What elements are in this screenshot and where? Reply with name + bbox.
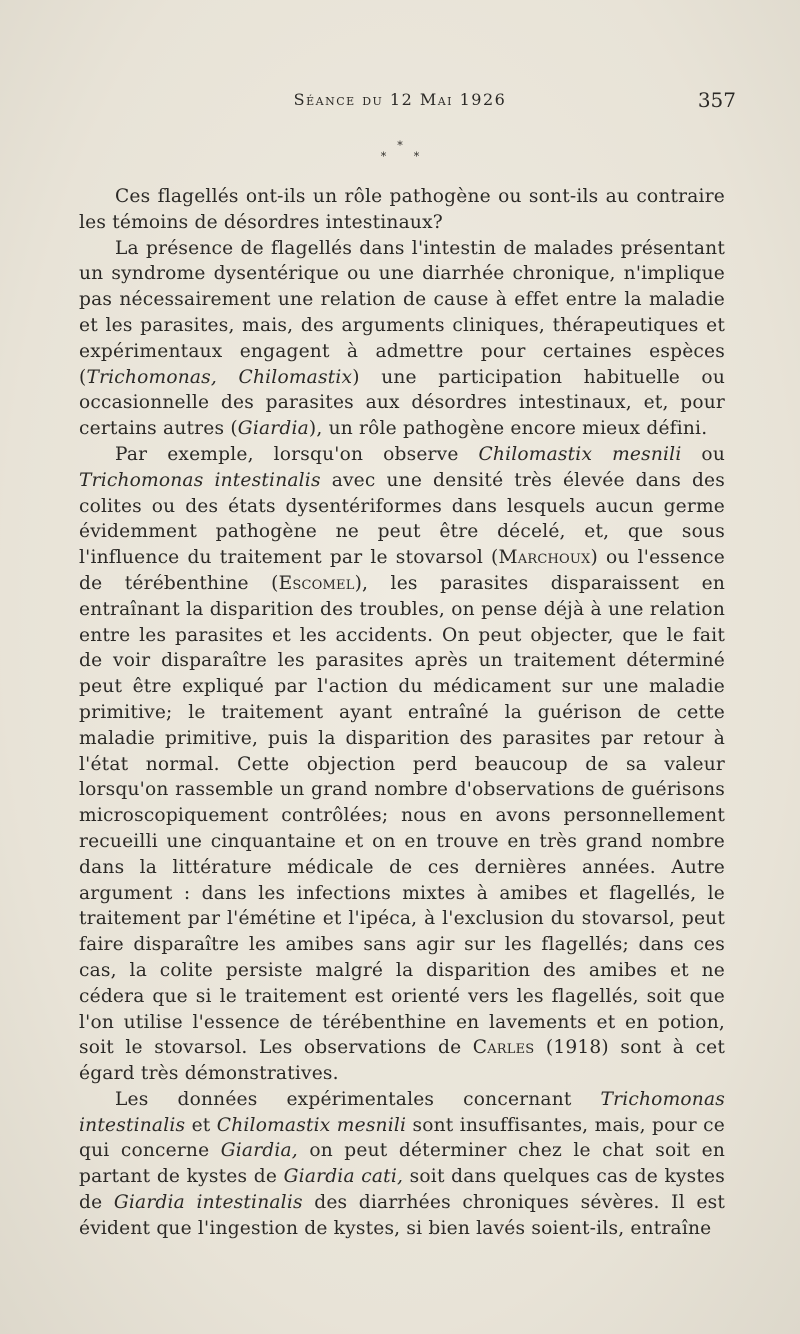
text-run: ) ou l'essence de térébenthine (: [79, 547, 725, 594]
italic-term: Trichomonas intestinalis: [79, 469, 321, 491]
page-number: 357: [697, 88, 736, 112]
page-header: [0, 88, 800, 118]
author-name: Marchoux: [498, 547, 591, 569]
text-run: ) une participation habituelle ou occasionnelle des parasites aux désordres intestinaux, et, pour certains autres (: [79, 366, 726, 440]
author-name: Carles: [472, 1037, 535, 1059]
author-name: Escomel: [278, 572, 355, 594]
text-run: La présence de flagellés dans l'intestin de malades présentant un syndrome dysentérique ou une diarrhée chronique, n'implique pas nécessairement une relation de cause à effet entre la maladie et les parasites, mais, des arguments cliniques, thérapeutiques et expérimentaux engagent à admettre pour certaines espèces (: [79, 237, 725, 388]
text-run: sont insuffisantes, mais, pour ce qui concerne: [79, 1114, 725, 1162]
text-run: avec une densité très élevée dans des colites ou des états dysentériformes dans lesquels aucun germe évidemment pathogène ne peut être décelé, et, que sous l'influence du traitement par le stovarsol (: [79, 469, 725, 569]
text-run: on peut déterminer chez le chat soit en partant de kystes de: [79, 1140, 725, 1188]
text-run: ou: [681, 443, 725, 465]
text-run: ), les parasites disparaissent en entraînant la disparition des troubles, on pense déjà à une relation entre les parasites et les accidents. On peut objecter, que le fait de voir disparaître les parasites après un traitement déterminé peut être expliqué par l'action du médicament sur une maladie primitive; le traitement ayant entraîné la guérison de cette maladie primitive, puis la disparition des parasites par retour à l'état normal. Cette objection perd beaucoup de sa valeur lorsqu'on rassemble un grand nombre d'observations de guérisons microscopiquement contrôlées; nous en avons personnellement recueilli une cinquantaine et on en trouve en très grand nombre dans la littérature médicale de ces dernières années. Autre argument : dans les infections mixtes à amibes et flagellés, le traitement par l'émétine et l'ipéca, à l'exclusion du stovarsol, peut faire disparaître les amibes sans agir sur les flagellés; dans ces cas, la colite persiste malgré la disparition des amibes et ne cédera que si le traitement est orienté vers les flagellés, soit que l'on utilise l'essence de térébenthine en lavements et en potion, soit le stovarsol. Les observations de: [79, 572, 725, 1059]
text-run: des diarrhées chroniques sévères. Il est évident que l'ingestion de kystes, si bien lavés soient-ils, entraîne: [79, 1192, 726, 1239]
italic-term: Giardia,: [220, 1140, 298, 1162]
text-run: et: [185, 1114, 217, 1136]
italic-term: Giardia cati,: [283, 1166, 404, 1188]
text-run: Par exemple, lorsqu'on observe: [115, 443, 479, 465]
text-run: ), un rôle pathogène encore mieux défini.: [308, 418, 708, 440]
text-run: (1918) sont à cet égard très démonstratives.: [79, 1037, 726, 1085]
italic-term: Chilomastix mesnili: [478, 443, 682, 465]
asterism-top: *: [397, 139, 403, 152]
body-text: [79, 184, 725, 1242]
paragraph: [79, 236, 725, 442]
section-asterism: [0, 140, 800, 162]
asterism-bottom: * *: [380, 150, 432, 163]
italic-term: Giardia: [237, 418, 309, 440]
italic-term: Chilomastix mesnili: [216, 1114, 407, 1136]
text-run: Ces flagellés ont-ils un rôle pathogène ou sont-ils au contraire les témoins de désordres intestinaux?: [79, 186, 725, 233]
paragraph: [79, 184, 725, 236]
italic-term: Trichomonas, Chilomastix: [86, 366, 353, 388]
paragraph: [79, 1087, 725, 1242]
running-title: Séance du 12 Mai 1926: [293, 90, 507, 109]
text-run: Les données expérimentales concernant: [115, 1088, 601, 1110]
italic-term: Trichomonas intestinalis: [79, 1088, 725, 1136]
text-run: soit dans quelques cas de kystes de: [79, 1166, 725, 1214]
italic-term: Giardia intestinalis: [113, 1192, 303, 1214]
paragraph: [79, 442, 725, 1087]
